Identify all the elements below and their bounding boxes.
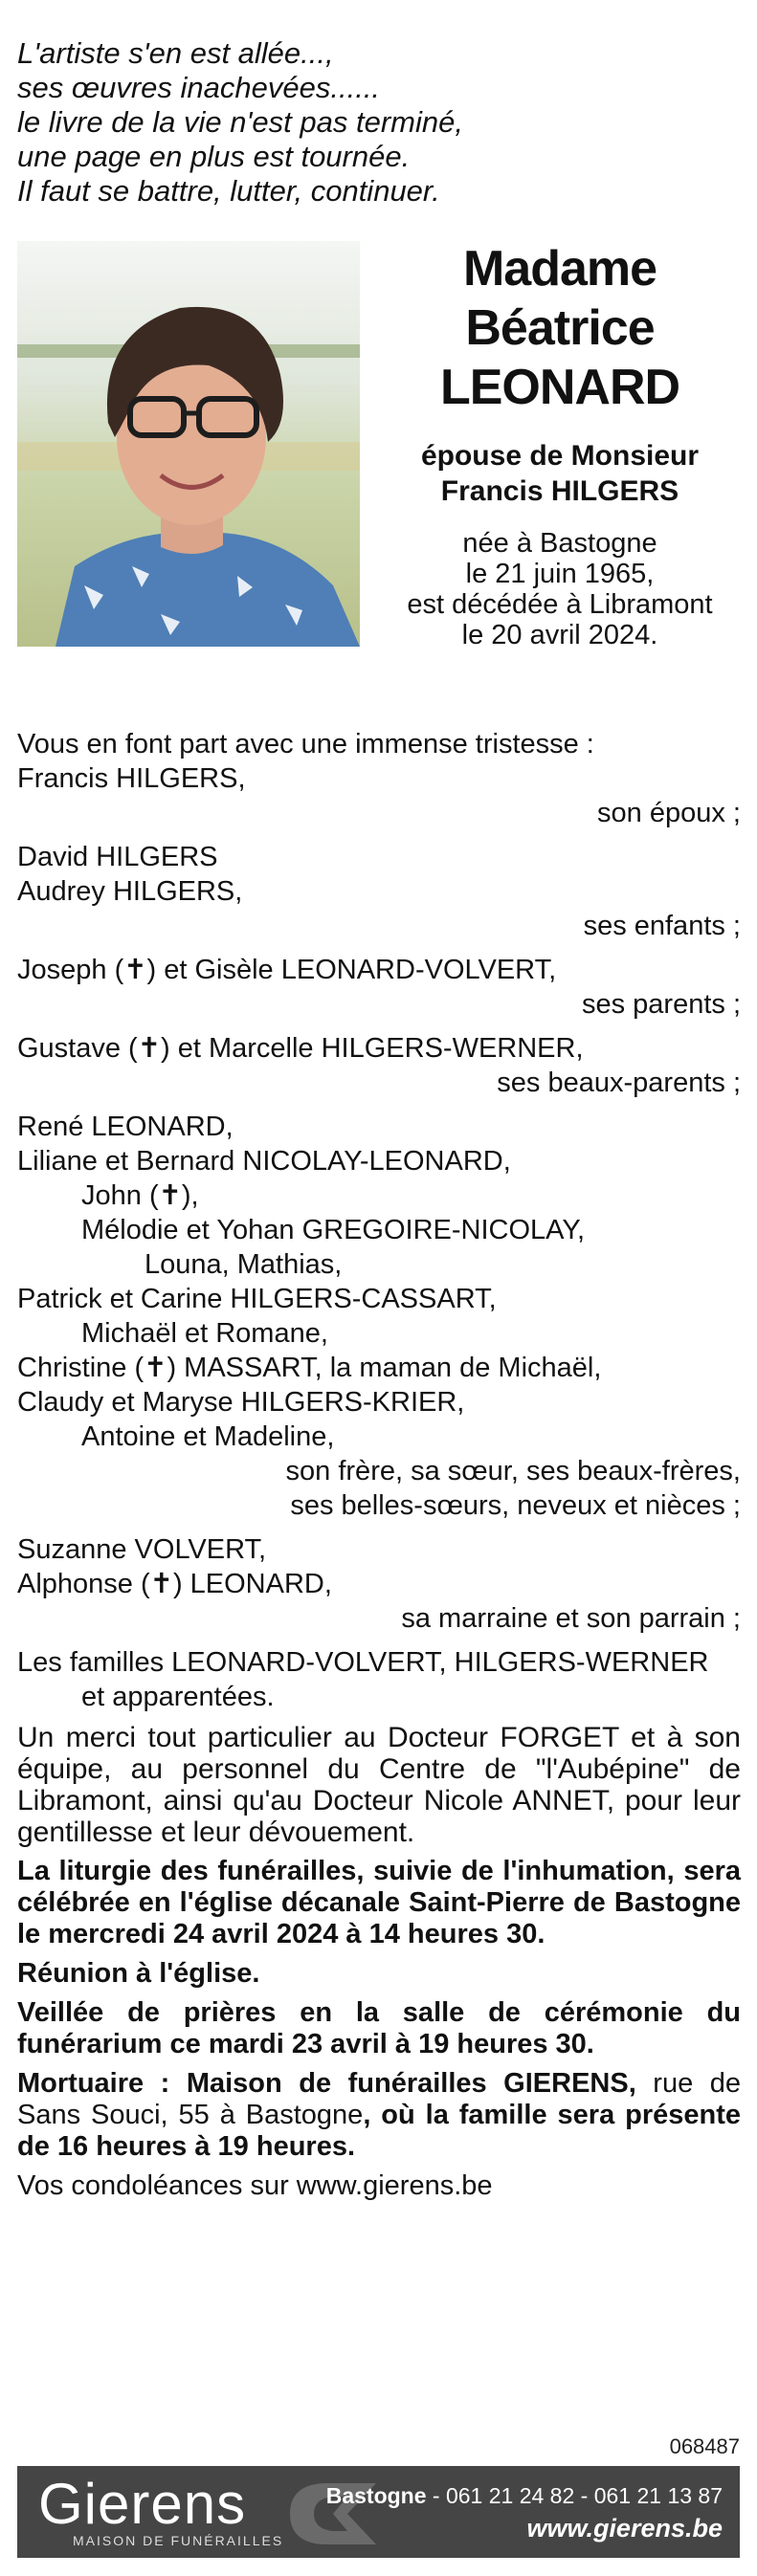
logo-text: Gierens: [38, 2472, 247, 2536]
poem: [17, 36, 745, 209]
family-line: et apparentées.: [81, 1682, 275, 1712]
family-line: Mélodie et Yohan GREGOIRE-NICOLAY,: [81, 1215, 586, 1245]
logo-subtitle: MAISON DE FUNÉRAILLES: [73, 2533, 284, 2548]
family-line: René LEONARD,: [17, 1112, 234, 1142]
poem-line: Il faut se battre, lutter, continuer.: [17, 174, 440, 208]
website-link[interactable]: www.gierens.be: [526, 2514, 723, 2543]
family-line: Liliane et Bernard NICOLAY-LEONARD,: [17, 1146, 511, 1177]
family-line: Patrick et Carine HILGERS-CASSART,: [17, 1284, 497, 1314]
phone-numbers: - 061 21 24 82 - 061 21 13 87: [426, 2483, 723, 2508]
mortuary-label: Mortuaire : Maison de funérailles GIERENS,: [17, 2068, 636, 2099]
deceased-title: Madame: [462, 241, 657, 297]
family-line: Vous en font part avec une immense tristesse :: [17, 729, 594, 760]
death-place: est décédée à Libramont: [407, 589, 713, 620]
family-line: Suzanne VOLVERT,: [17, 1534, 267, 1565]
city-label: Bastogne: [325, 2483, 427, 2508]
spouse-info: [378, 438, 742, 509]
mortuary-address: rue de Sans Souci, 55 à Bastogne: [17, 2068, 741, 2130]
family-line: ses parents ;: [581, 989, 741, 1020]
poem-line: le livre de la vie n'est pas terminé,: [17, 105, 463, 139]
family-line: John (✝),: [81, 1180, 199, 1211]
birth-death-info: [378, 528, 742, 650]
reference-number: 068487: [669, 2434, 740, 2458]
family-line: Joseph (✝) et Gisèle LEONARD-VOLVERT,: [17, 955, 557, 985]
condolences-line: Vos condoléances sur www.gierens.be: [17, 2170, 493, 2201]
birth-place: née à Bastogne: [462, 528, 657, 559]
poem-line: ses œuvres inachevées......: [17, 71, 381, 104]
family-line: ses belles-sœurs, neveux et nièces ;: [290, 1490, 741, 1521]
mortuary-paragraph: [17, 2068, 741, 2163]
deceased-last-name: LEONARD: [439, 360, 680, 415]
family-line: son époux ;: [597, 798, 741, 828]
family-line: David HILGERS: [17, 842, 218, 872]
spouse-line: épouse de Monsieur: [420, 440, 700, 472]
thanks-paragraph: Un merci tout particulier au Docteur FORGET et à son équipe, au personnel du Centre de "l'Aubépine" de Libramont, ainsi qu'au Docteur Nicole ANNET, pour leur gentillesse et leur dévouement.: [17, 1722, 741, 1848]
funeral-home-banner: [17, 2466, 740, 2558]
mortuary-hours: , où la famille sera présente de 16 heures à 19 heures.: [17, 2100, 742, 2162]
family-line: Francis HILGERS,: [17, 763, 246, 794]
family-line: ses beaux-parents ;: [497, 1068, 741, 1098]
spouse-name: Francis HILGERS: [440, 475, 679, 507]
family-line: Gustave (✝) et Marcelle HILGERS-WERNER,: [17, 1033, 584, 1064]
family-line: Claudy et Maryse HILGERS-KRIER,: [17, 1387, 465, 1418]
family-line: Michaël et Romane,: [81, 1318, 328, 1349]
obituary-body: [17, 727, 741, 2202]
birth-date: le 21 juin 1965,: [465, 559, 655, 589]
family-line: sa marraine et son parrain ;: [401, 1603, 741, 1634]
family-line: Christine (✝) MASSART, la maman de Michaël,: [17, 1353, 602, 1383]
meeting-line: Réunion à l'église.: [17, 1958, 260, 1989]
death-date: le 20 avril 2024.: [461, 620, 658, 650]
family-line: son frère, sa sœur, ses beaux-frères,: [285, 1456, 741, 1486]
family-list: [17, 727, 741, 1714]
portrait-illustration: [17, 241, 360, 647]
deceased-info: [378, 239, 742, 650]
family-line: ses enfants ;: [583, 911, 741, 941]
vigil-paragraph: Veillée de prières en la salle de cérémonie du funérarium ce mardi 23 avril à 19 heures 30.: [17, 1997, 741, 2059]
deceased-first-name: Béatrice: [465, 300, 655, 356]
family-line: Alphonse (✝) LEONARD,: [17, 1569, 332, 1599]
family-line: Antoine et Madeline,: [81, 1421, 335, 1452]
portrait-photo: [17, 241, 360, 647]
family-line: Louna, Mathias,: [145, 1249, 343, 1280]
family-line: Audrey HILGERS,: [17, 876, 243, 907]
poem-line: L'artiste s'en est allée...,: [17, 36, 334, 70]
contact-info: [326, 2479, 723, 2544]
poem-line: une page en plus est tournée.: [17, 140, 411, 173]
liturgy-paragraph: La liturgie des funérailles, suivie de l'inhumation, sera célébrée en l'église décanale Saint-Pierre de Bastogne le mercredi 24 avril 2024 à 14 heures 30.: [17, 1856, 741, 1949]
family-line: Les familles LEONARD-VOLVERT, HILGERS-WERNER: [17, 1647, 709, 1678]
